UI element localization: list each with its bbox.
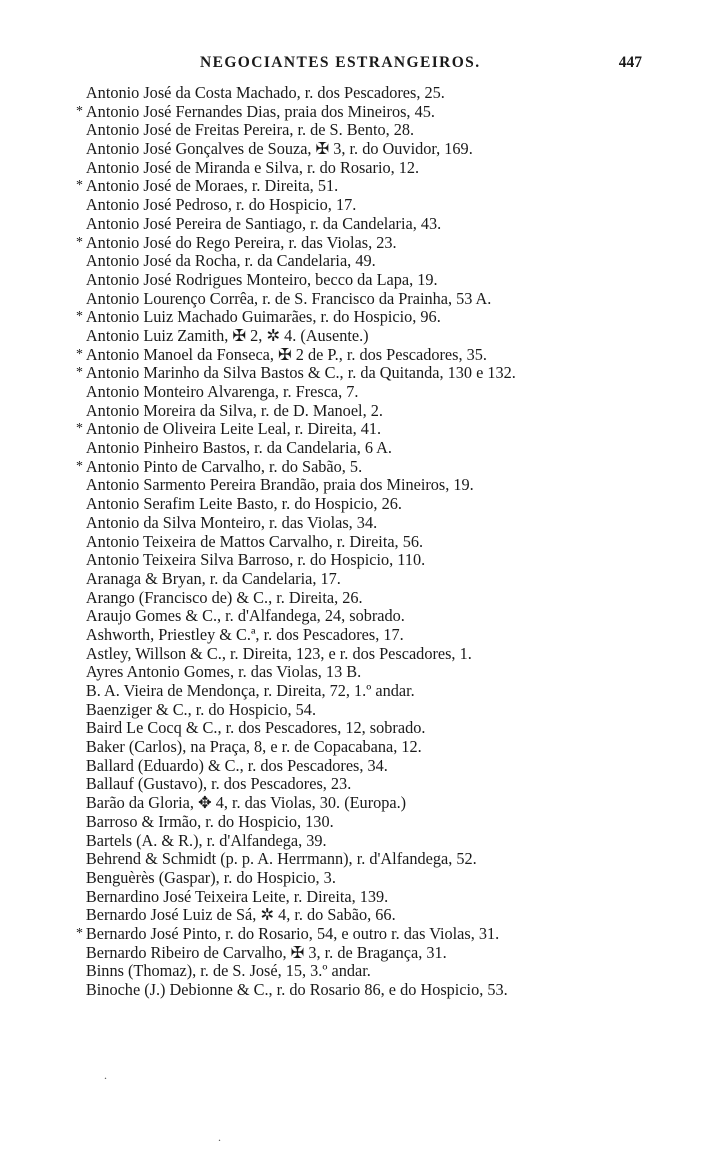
entry-text: Antonio José Pedroso, r. do Hospicio, 17.: [85, 195, 357, 215]
entry-text: Araujo Gomes & C., r. d'Alfandega, 24, sobrado.: [85, 606, 405, 626]
directory-entry: [76, 533, 672, 552]
entry-text: Behrend & Schmidt (p. p. A. Herrmann), r. d'Alfandega, 52.: [85, 849, 477, 869]
directory-entry: [76, 551, 672, 570]
entry-text: Antonio José Pereira de Santiago, r. da Candelaria, 43.: [85, 213, 442, 233]
asterisk-mark: *: [76, 234, 83, 250]
directory-entry: [76, 252, 672, 271]
entry-text: Antonio José de Moraes, r. Direita, 51.: [85, 176, 339, 196]
entry-text: Antonio Sarmento Pereira Brandão, praia dos Mineiros, 19.: [85, 475, 474, 495]
asterisk-mark: *: [76, 458, 83, 474]
directory-entry: [76, 346, 672, 365]
asterisk-mark: *: [76, 103, 83, 119]
directory-entry: [76, 775, 672, 794]
page-title: NEGOCIANTES ESTRANGEIROS.: [200, 54, 481, 71]
directory-entry: [76, 888, 672, 907]
entry-text: Antonio Teixeira de Mattos Carvalho, r. Direita, 56.: [85, 531, 424, 551]
entry-text: Antonio Pinheiro Bastos, r. da Candelaria, 6 A.: [85, 438, 392, 458]
directory-entry: [76, 962, 672, 981]
entry-text: Binns (Thomaz), r. de S. José, 15, 3.º andar.: [85, 961, 371, 981]
directory-entry: [76, 196, 672, 215]
directory-entry: [76, 476, 672, 495]
entry-text: Bernardo Ribeiro de Carvalho, ✠ 3, r. de Bragança, 31.: [85, 942, 447, 962]
entry-text: Antonio José de Miranda e Silva, r. do Rosario, 12.: [85, 157, 420, 177]
entry-text: Antonio Luiz Zamith, ✠ 2, ✲ 4. (Ausente.): [85, 325, 369, 345]
directory-entry: [76, 84, 672, 103]
entry-text: Astley, Willson & C., r. Direita, 123, e r. dos Pescadores, 1.: [85, 643, 472, 663]
entry-text: Barão da Gloria, ✥ 4, r. das Violas, 30. (Europa.): [85, 793, 407, 813]
directory-entry: [76, 944, 672, 963]
entry-text: Ballauf (Gustavo), r. dos Pescadores, 23.: [85, 774, 352, 794]
entry-text: Ayres Antonio Gomes, r. das Violas, 13 B.: [85, 662, 362, 682]
directory-entry: [76, 813, 672, 832]
entry-text: Ballard (Eduardo) & C., r. dos Pescadores, 34.: [85, 755, 388, 775]
entry-text: Bartels (A. & R.), r. d'Alfandega, 39.: [85, 830, 327, 850]
entry-text: Aranaga & Bryan, r. da Candelaria, 17.: [85, 568, 341, 588]
directory-entry: [76, 514, 672, 533]
directory-entry: [76, 177, 672, 196]
entry-text: Antonio de Oliveira Leite Leal, r. Direita, 41.: [85, 419, 382, 439]
entry-text: Antonio José de Freitas Pereira, r. de S. Bento, 28.: [85, 120, 415, 140]
directory-entry: [76, 308, 672, 327]
entry-text: Baenziger & C., r. do Hospicio, 54.: [85, 699, 317, 719]
asterisk-mark: *: [76, 309, 83, 325]
directory-entry: [76, 663, 672, 682]
directory-entry: [76, 719, 672, 738]
directory-entry: [76, 420, 672, 439]
entry-text: Antonio José Fernandes Dias, praia dos Mineiros, 45.: [85, 101, 435, 121]
directory-entry: [76, 234, 672, 253]
directory-entry: [76, 832, 672, 851]
directory-entry: [76, 701, 672, 720]
directory-entry: [76, 589, 672, 608]
entry-text: Barroso & Irmão, r. do Hospicio, 130.: [85, 811, 334, 831]
entry-text: Antonio Luiz Machado Guimarães, r. do Hospicio, 96.: [85, 307, 441, 327]
directory-entry: [76, 140, 672, 159]
directory-entry: [76, 290, 672, 309]
entry-text: Antonio José Gonçalves de Souza, ✠ 3, r. do Ouvidor, 169.: [85, 139, 473, 159]
directory-entry: [76, 458, 672, 477]
entry-text: Antonio José da Rocha, r. da Candelaria, 49.: [85, 251, 376, 271]
entry-text: Antonio Manoel da Fonseca, ✠ 2 de P., r. dos Pescadores, 35.: [85, 344, 487, 364]
directory-entry: [76, 215, 672, 234]
directory-entry: [76, 645, 672, 664]
directory-entry: [76, 364, 672, 383]
entry-text: Bernardo José Pinto, r. do Rosario, 54, e outro r. das Violas, 31.: [85, 923, 500, 943]
entry-text: Benguèrès (Gaspar), r. do Hospicio, 3.: [85, 867, 336, 887]
directory-entry: [76, 439, 672, 458]
directory-entry: [76, 626, 672, 645]
asterisk-mark: *: [76, 421, 83, 437]
directory-entry: [76, 869, 672, 888]
entry-text: Antonio Serafim Leite Basto, r. do Hospicio, 26.: [85, 494, 402, 514]
entry-text: Antonio Teixeira Silva Barroso, r. do Hospicio, 110.: [85, 550, 426, 570]
directory-entry: [76, 271, 672, 290]
page-number: 447: [618, 54, 642, 71]
directory-entry: [76, 327, 672, 346]
entry-text: Antonio da Silva Monteiro, r. das Violas, 34.: [85, 512, 378, 532]
directory-entry: [76, 850, 672, 869]
directory-entry: [76, 794, 672, 813]
directory-entry: [76, 495, 672, 514]
running-header: [80, 48, 642, 78]
entry-text: Ashworth, Priestley & C.ª, r. dos Pescadores, 17.: [85, 624, 404, 644]
entry-text: Baird Le Cocq & C., r. dos Pescadores, 12, sobrado.: [85, 718, 426, 738]
entry-text: Antonio José da Costa Machado, r. dos Pescadores, 25.: [85, 83, 445, 102]
asterisk-mark: *: [76, 346, 83, 362]
entry-text: Antonio Lourenço Corrêa, r. de S. Francisco da Prainha, 53 A.: [85, 288, 492, 308]
entry-text: Antonio Marinho da Silva Bastos & C., r. da Quitanda, 130 e 132.: [85, 363, 516, 383]
entry-text: Arango (Francisco de) & C., r. Direita, 26.: [85, 587, 363, 607]
directory-entry: [76, 402, 672, 421]
entry-text: Binoche (J.) Debionne & C., r. do Rosario 86, e do Hospicio, 53.: [85, 980, 508, 999]
directory-entry: [76, 607, 672, 626]
directory-entry: [76, 682, 672, 701]
directory-entry: [76, 925, 672, 944]
stray-mark: .: [218, 1130, 221, 1144]
asterisk-mark: *: [76, 178, 83, 194]
directory-entry: [76, 121, 672, 140]
entry-text: Baker (Carlos), na Praça, 8, e r. de Copacabana, 12.: [85, 737, 422, 757]
entry-text: Antonio José do Rego Pereira, r. das Violas, 23.: [85, 232, 397, 252]
directory-entry: [76, 383, 672, 402]
entry-text: Antonio Monteiro Alvarenga, r. Fresca, 7.: [85, 382, 359, 401]
directory-entry: [76, 738, 672, 757]
directory-entry: [76, 159, 672, 178]
directory-entry: [76, 570, 672, 589]
entry-text: Antonio José Rodrigues Monteiro, becco da Lapa, 19.: [85, 269, 438, 289]
directory-entry: [76, 103, 672, 122]
entry-text: B. A. Vieira de Mendonça, r. Direita, 72, 1.º andar.: [85, 681, 415, 700]
asterisk-mark: *: [76, 925, 83, 941]
entry-text: Bernardo José Luiz de Sá, ✲ 4, r. do Sabão, 66.: [85, 905, 396, 925]
entry-text: Bernardino José Teixeira Leite, r. Direita, 139.: [85, 886, 389, 906]
directory-entry: [76, 757, 672, 776]
directory-entry: [76, 906, 672, 925]
entry-text: Antonio Pinto de Carvalho, r. do Sabão, 5.: [85, 456, 363, 476]
directory-list: [76, 84, 676, 1000]
entry-text: Antonio Moreira da Silva, r. de D. Manoel, 2.: [85, 400, 383, 420]
directory-entry: [76, 981, 672, 1000]
stray-mark: .: [104, 1068, 107, 1082]
asterisk-mark: *: [76, 365, 83, 381]
